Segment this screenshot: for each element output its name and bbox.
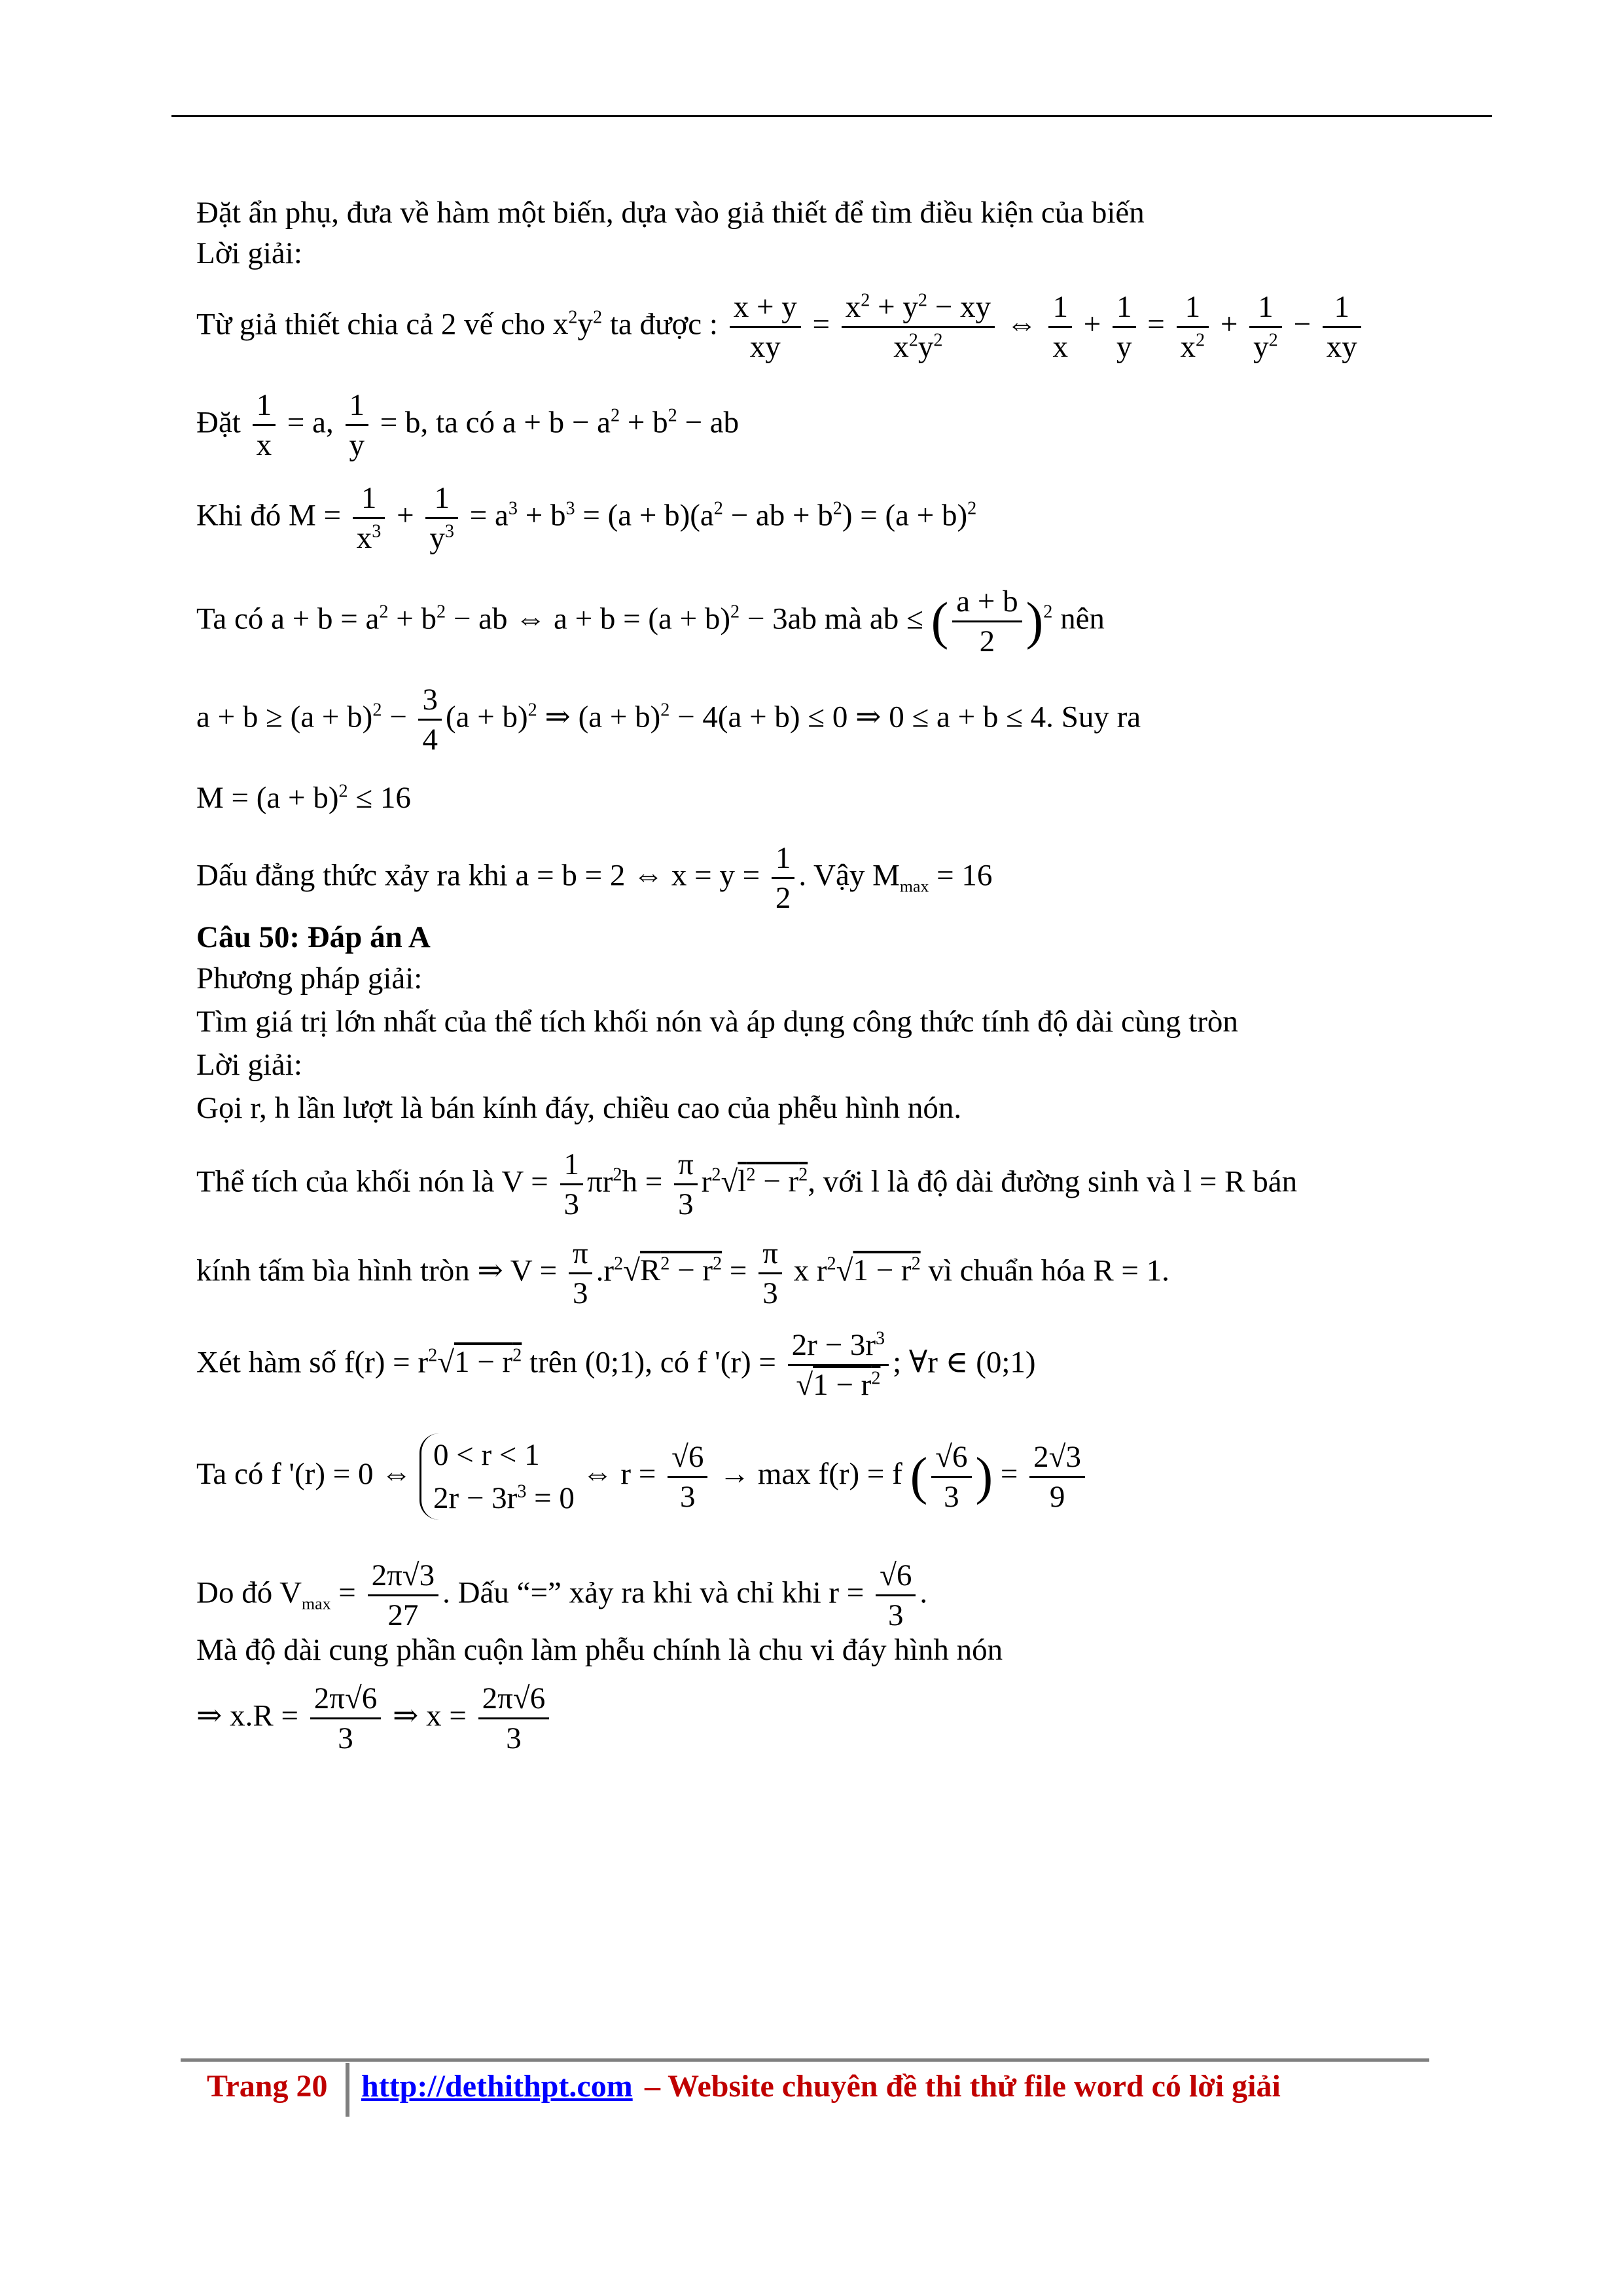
method-label: Phương pháp giải: [196, 961, 423, 996]
solution-label: Lời giải: [196, 236, 302, 270]
definition-text: Gọi r, h lần lượt là bán kính đáy, chiều cao của phễu hình nón. [196, 1091, 962, 1125]
page-number: Trang 20 [207, 2069, 328, 2104]
method-text: Tìm giá trị lớn nhất của thể tích khối nón và áp dụng công thức tính độ dài cùng tròn [196, 1005, 1238, 1039]
equation-line-4: Ta có $a + b = a^2 + b^2$ − ab ⇔ $a + b = (a + b)^2 - 3ab$ mà ab ≤ ( $\frac{a + b}{2}$ )$^2$ nên [196, 583, 1105, 660]
question-heading: Câu 50: Đáp án A [196, 920, 431, 954]
footer-rule [181, 2058, 1429, 2062]
solution-label-2: Lời giải: [196, 1048, 302, 1082]
equation-line-8: Thể tích của khối nón là V = $\frac{1}{3}$ $\pi r^2h$ = $\frac{\pi}{3}$ $r^2√l^2 - r^2$, với l là độ dài đường sinh và l = R bán [196, 1145, 1297, 1223]
equation-line-2: Đặt $\frac{1}{x}$ = a, $\frac{1}{y}$ = b, ta có $a + b - a^2 + b^2$ − ab [196, 386, 739, 464]
equation-line-5: $a + b \ge (a + b)^2$ − $\frac{3}{4}$ $(a + b)^2$ ⇒ $(a + b)^2 - 4(a + b) \le 0$ ⇒ 0 ≤ a + b ≤ 4. Suy ra [196, 681, 1141, 759]
website-link[interactable]: http://dethithpt.com [361, 2069, 633, 2104]
footer-tagline: – Website chuyên đề thi thử file word có lời giải [645, 2069, 1281, 2104]
equation-line-1: Từ giả thiết chia cả 2 vế cho $x^2y^2$ ta được : $\frac{x + y}{xy}$ = $\frac{x^2 + y^2 - xy}{x^2y^2}$ ⇔ $\frac{1}{x}$ + $\frac{1}{y}$ = $\frac{1}{x^2}$ + $\frac{1}{y^2}$ − $\frac{1}{xy}$ [196, 288, 1365, 366]
equation-line-13: ⇒ x.R = $\frac{2\pi√6}{3}$ ⇒ x = $\frac{2\pi√6}{3}$ [196, 1679, 553, 1757]
hint-text: Đặt ẩn phụ, đưa về hàm một biến, dựa vào giả thiết để tìm điều kiện của biến [196, 196, 1145, 230]
conclusion-text: Mà độ dài cung phần cuộn làm phễu chính là chu vi đáy hình nón [196, 1633, 1003, 1667]
equation-line-11: Ta có f '(r) = 0 ⇔ 0 < r < 1 $2r - 3r^3 = 0$ ⇔ r = $\frac{√6}{3}$ → max f(r) = f ( $\frac{√6}{3}$ ) = $\frac{2√3}{9}$ [196, 1433, 1089, 1520]
header-rule [171, 115, 1492, 117]
equation-line-6: $M = (a + b)^2 \le 16$ [196, 781, 411, 815]
equation-line-3: Khi đó M = $\frac{1}{x^3}$ + $\frac{1}{y^3}$ = $a^3 + b^3 = (a + b)(a^2$ − ab + $b^2) = (a + b)^2$ [196, 479, 976, 557]
equation-line-12: Do đó $V_{max}$ = $\frac{2\pi√3}{27}$ . Dấu “=” xảy ra khi và chỉ khi r = $\frac{√6}{3}$ . [196, 1556, 927, 1634]
equation-line-9: kính tấm bìa hình tròn ⇒ V = $\frac{\pi}{3}$ $.r^2√R^2 - r^2$ = $\frac{\pi}{3}$ x $r^2√1 - r^2$ vì chuẩn hóa R = 1. [196, 1234, 1169, 1312]
footer-separator [346, 2063, 349, 2117]
equation-line-7: Dấu đẳng thức xảy ra khi a = b = 2 ⇔ x = y = $\frac{1}{2}$ . Vậy $M_{max} = 16$ [196, 839, 992, 917]
equation-line-10: Xét hàm số $f(r) = r^2√1 - r^2$ trên (0;1), có f '(r) = $\frac{2r - 3r^3}{√1 - r^2}$ ; ∀r ∈ (0;1) [196, 1326, 1036, 1404]
